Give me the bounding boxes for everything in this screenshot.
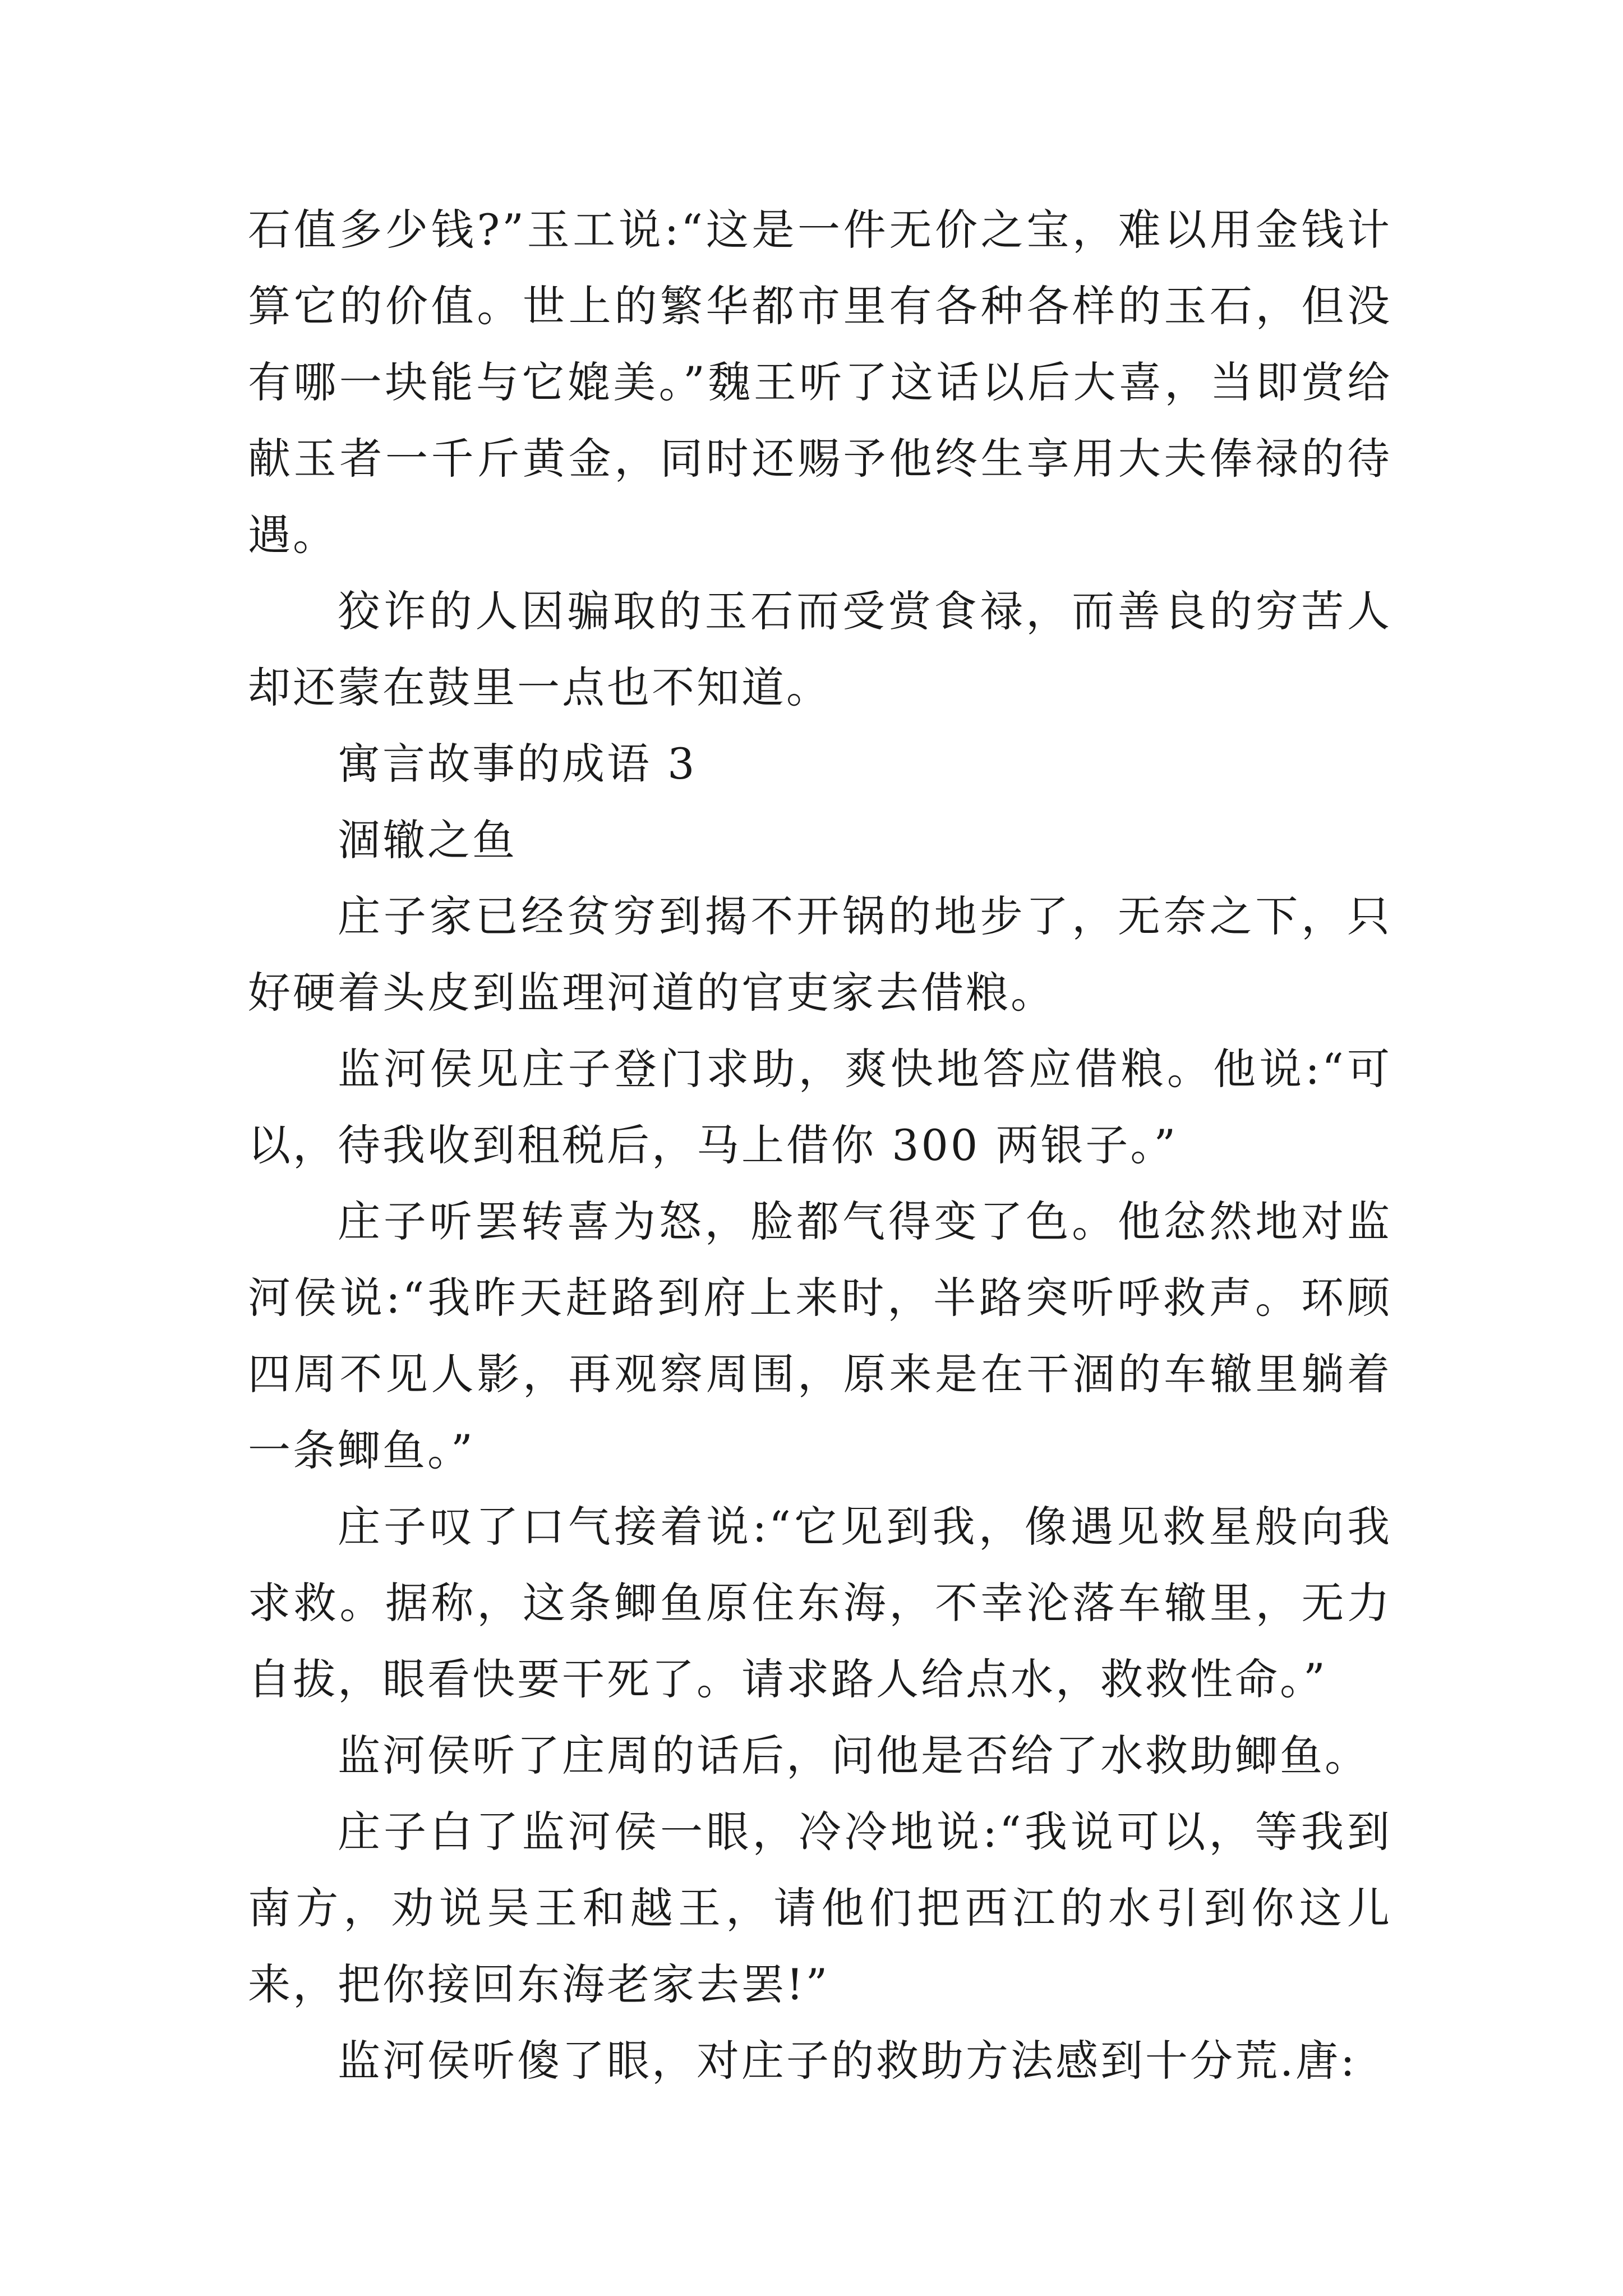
paragraph: 庄子家已经贫穷到揭不开锅的地步了，无奈之下，只好硬着头皮到监理河道的官吏家去借粮。 [248,891,1392,1018]
paragraph: 狡诈的人因骗取的玉石而受赏食禄，而善良的穷苦人却还蒙在鼓里一点也不知道。 [248,586,1392,712]
paragraph: 庄子白了监河侯一眼，冷冷地说:“我说可以，等我到南方，劝说吴王和越王，请他们把西江的水引到你这儿来，把你接回东海老家去罢!” [248,1807,1392,2009]
paragraph: 监河侯听了庄周的话后，问他是否给了水救助鲫鱼。 [338,1731,1370,1780]
paragraph-continuation: 石值多少钱?”玉工说:“这是一件无价之宝，难以用金钱计算它的价值。世上的繁华都市里有各种各样的玉石，但没有哪一块能与它媲美。”魏王听了这话以后大喜，当即赏给献玉者一千斤黄金，同时还赐予他终生享用大夫俸禄的待遇。 [248,205,1392,560]
document-body [248,192,1392,2099]
paragraph: 监河侯见庄子登门求助，爽快地答应借粮。他说:“可以，待我收到租税后，马上借你 300 两银子。” [248,1044,1392,1170]
paragraph: 庄子叹了口气接着说:“它见到我，像遇见救星般向我求救。据称，这条鲫鱼原住东海，不幸沦落车辙里，无力自拔，眼看快要干死了。请求路人给点水，救救性命。” [248,1502,1392,1704]
story-title: 涸辙之鱼 [338,815,517,865]
paragraph: 监河侯听傻了眼，对庄子的救助方法感到十分荒.唐: [338,2036,1357,2086]
paragraph: 庄子听罢转喜为怒，脸都气得变了色。他忿然地对监河侯说:“我昨天赶路到府上来时，半路突听呼救声。环顾四周不见人影，再观察周围，原来是在干涸的车辙里躺着一条鲫鱼。” [248,1197,1392,1475]
section-heading: 寓言故事的成语 3 [338,739,697,789]
